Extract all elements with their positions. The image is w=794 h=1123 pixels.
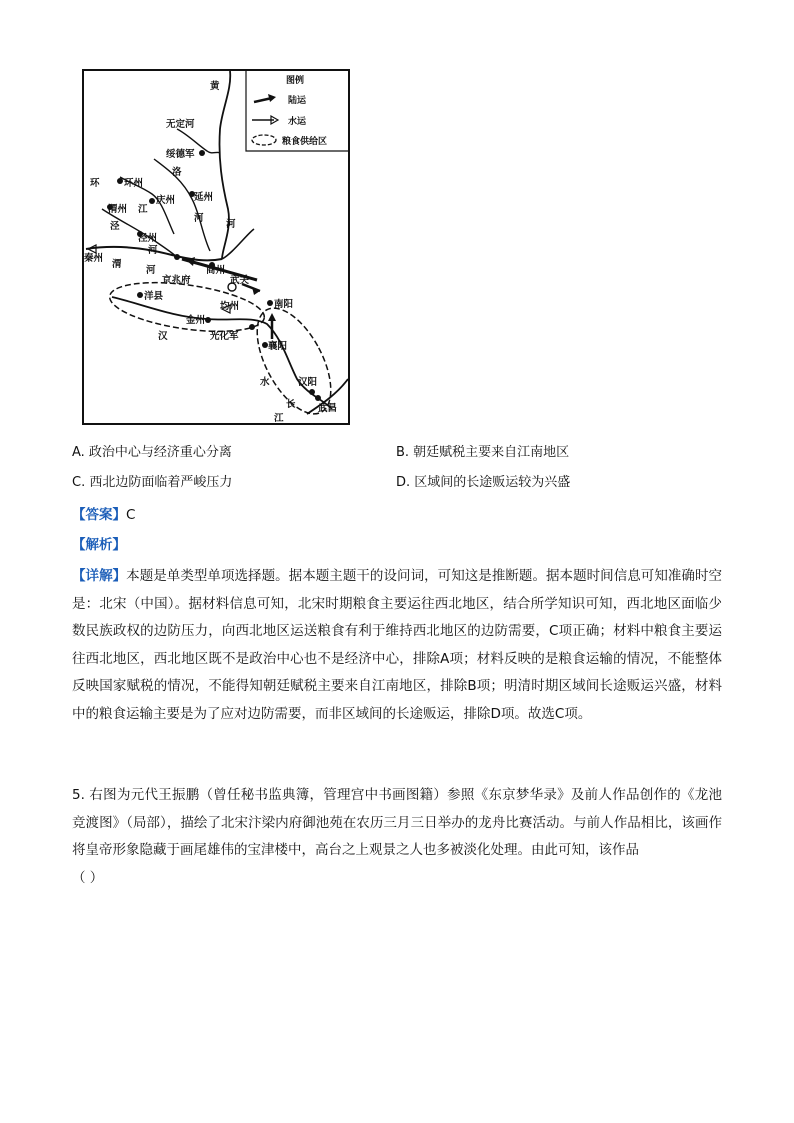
answer-value: C: [126, 507, 136, 523]
map-svg: [82, 69, 350, 425]
legend-grain: 粮食供给区: [282, 137, 328, 147]
answer-label: 【答案】: [72, 507, 126, 523]
legend-title: 图例: [286, 76, 305, 86]
label-huang: 黄: [210, 81, 220, 92]
label-jiang-chang: 江: [274, 413, 284, 424]
label-he-luo: 河: [194, 213, 204, 224]
label-jinzhou: 金州: [186, 315, 206, 326]
option-d: D. 区域间的长途贩运较为兴盛: [396, 475, 571, 490]
label-wuguan: 武关: [230, 275, 250, 286]
label-he: 河: [226, 219, 236, 230]
analysis-label: 【解析】: [72, 537, 126, 553]
label-he-jing: 河: [148, 245, 158, 256]
option-b: B. 朝廷赋税主要来自江南地区: [396, 445, 570, 460]
option-a: A. 政治中心与经济重心分离: [72, 445, 232, 460]
label-chang: 长: [286, 399, 296, 410]
label-wudinghe: 无定河: [166, 119, 195, 130]
label-jingzhaofu: 京兆府: [162, 275, 191, 286]
question-5-text: 5. 右图为元代王振鹏（曾任秘书监典簿，管理宫中书画图籍）参照《东京梦华录》及前人作品创作的《龙池竞渡图》（局部），描绘了北宋汴梁内府御池苑在农历三月三日举办的龙舟比赛活动。与前人作品相比，该画作将皇帝形象隐藏于画尾雄伟的宝津楼中，高台之上观景之人也多被淡化处理。由此可知，该作品: [72, 787, 722, 858]
legend-land: 陆运: [288, 96, 307, 106]
label-wuchang: 武昌: [318, 403, 338, 414]
label-qingzhou: 庆州: [156, 195, 176, 206]
label-luo: 洛: [172, 167, 182, 178]
label-suidejun: 绥德军: [166, 149, 195, 160]
label-yangxian: 洋县: [144, 291, 164, 302]
detail-paragraph: [72, 563, 722, 728]
question-5-blank: （ ）: [72, 869, 104, 886]
label-weizhou: 渭州: [108, 204, 128, 215]
label-hanyang: 汉阳: [298, 377, 318, 388]
label-huanzhou: 环州: [124, 178, 144, 189]
detail-label: 【详解】: [72, 568, 127, 584]
detail-text: 本题是单类型单项选择题。据本题主题干的设问词，可知这是推断题。据本题时间信息可知准确时空是：北宋（中国）。据材料信息可知，北宋时期粮食主要运往西北地区，结合所学知识可知，西北地区面临少数民族政权的边防压力，向西北地区运送粮食有利于维持西北地区的边防需要，C项正确；材料中粮食主要运往西北地区，西北地区既不是政治中心也不是经济中心，排除A项；材料反映的是粮食运输的情况，不能整体反映国家赋税的情况，不能得知朝廷赋税主要来自江南地区，排除B项；明清时期区域间长途贩运兴盛，材料中的粮食运输主要是为了应对边防需要，而非区域间的长途贩运，排除D项。故选C项。: [72, 568, 723, 722]
label-jing: 泾: [110, 221, 120, 232]
answer-line: [72, 506, 135, 524]
label-junzhou: 均州: [220, 301, 240, 312]
label-jingzhou: 泾州: [138, 233, 158, 244]
label-he-wei: 河: [146, 265, 156, 276]
label-jiang: 江: [138, 204, 148, 215]
label-shangzhou: 商州: [206, 265, 226, 276]
label-han: 汉: [158, 331, 168, 342]
label-huan: 环: [90, 178, 100, 189]
label-nanyang: 南阳: [274, 299, 294, 310]
label-yanzhou: 延州: [194, 192, 214, 203]
transport-map: [82, 69, 350, 425]
option-c: C. 西北边防面临着严峻压力: [72, 475, 233, 490]
analysis-line: [72, 536, 126, 554]
label-guanghuajun: 光化军: [210, 331, 239, 342]
label-shui: 水: [260, 377, 270, 388]
question-5: [72, 782, 722, 892]
label-wei: 渭: [112, 259, 122, 270]
label-xiangyang: 襄阳: [268, 341, 288, 352]
label-qinzhou: 秦州: [84, 253, 104, 264]
legend-water: 水运: [288, 117, 307, 127]
